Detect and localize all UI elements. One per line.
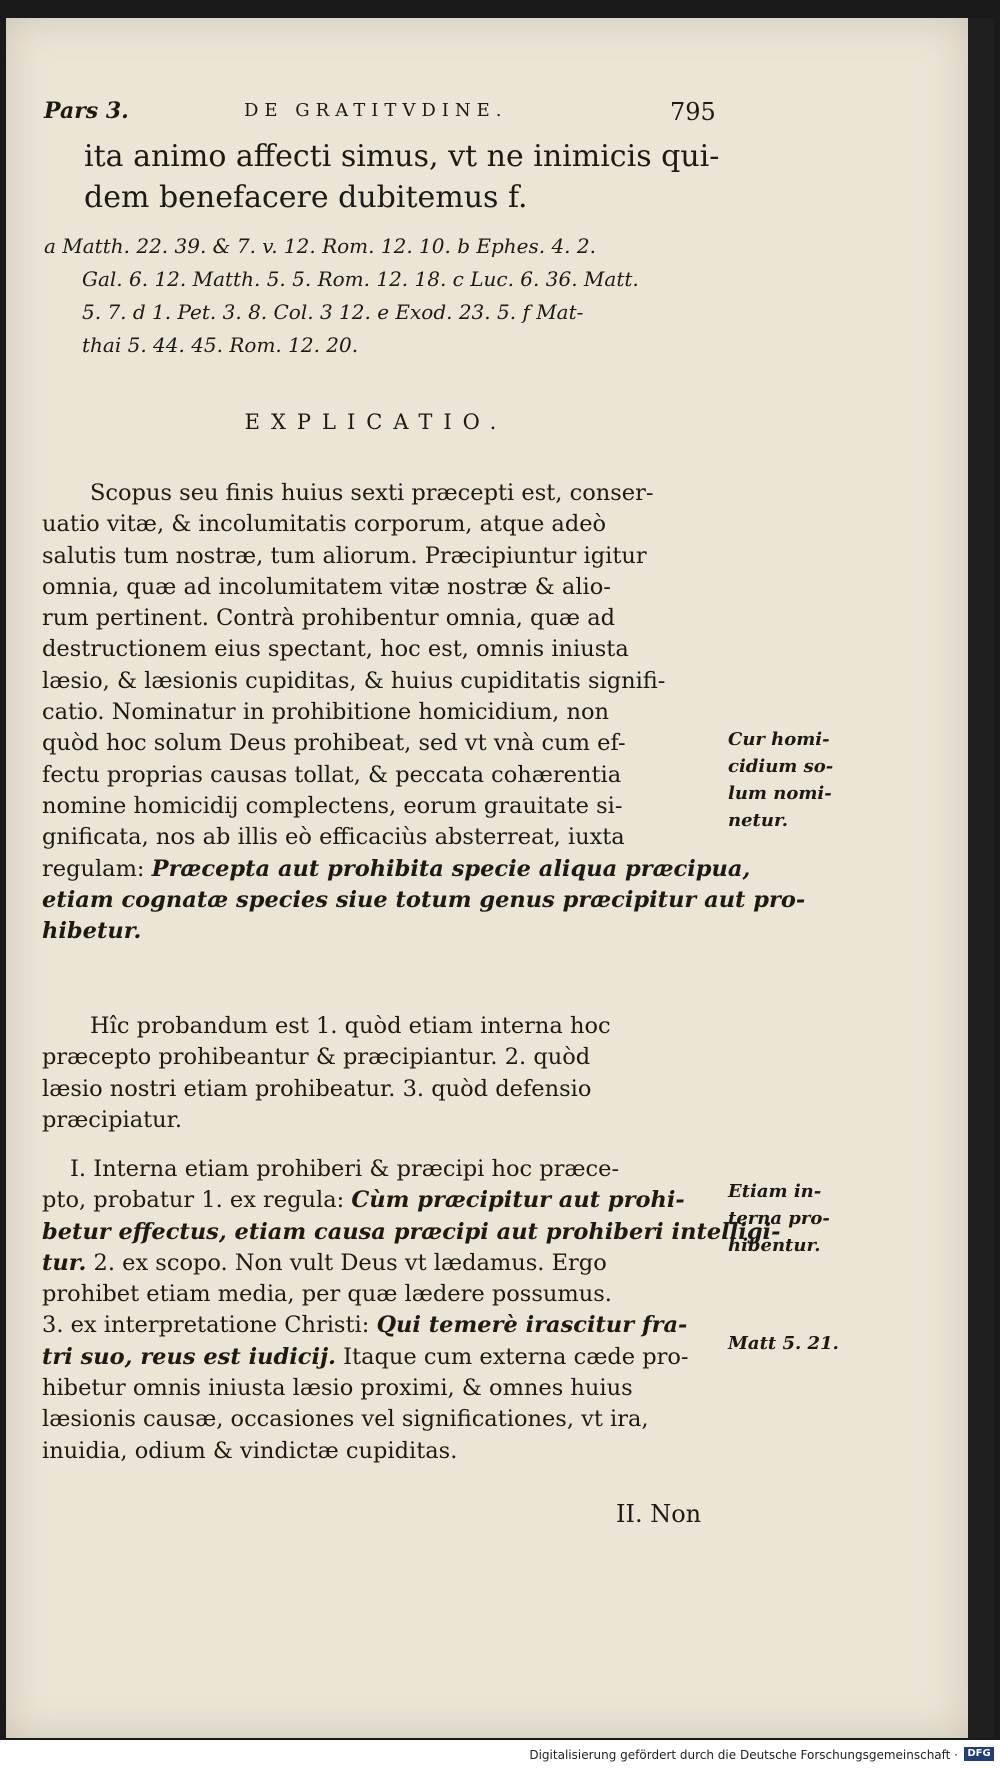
reference-line: Gal. 6. 12. Matth. 5. 5. Rom. 12. 18. c Luc. 6. 36. Matt. [82, 267, 639, 291]
italic-span: tur. [42, 1249, 87, 1276]
text-line: betur effectus, etiam causa præcipi aut prohiberi intelligi- [42, 1218, 781, 1245]
dfg-logo-icon: DFG [964, 1747, 994, 1761]
text-span: Itaque cum externa cæde pro- [335, 1343, 689, 1370]
page-edge-shadow [968, 18, 994, 1738]
text-span: 2. ex scopo. Non vult Deus vt lædamus. Ergo [86, 1249, 607, 1276]
text-line [42, 1185, 718, 1216]
text-line: uatio vitæ, & incolumitatis corporum, atque adeò [42, 511, 607, 538]
references [44, 230, 734, 362]
text-line: prohibet etiam media, per quæ lædere possumus. [42, 1281, 612, 1308]
footer-credit: Digitalisierung gefördert durch die Deutsche Forschungsgemeinschaft · [529, 1748, 958, 1762]
text-line: fectu proprias causas tollat, & peccata cohærentia [42, 761, 622, 788]
text-span: pto, probatur 1. ex regula: [42, 1187, 352, 1214]
margin-line: Etiam in- [728, 1181, 822, 1202]
margin-line: netur. [728, 810, 789, 831]
text-line: quòd hoc solum Deus prohibeat, sed vt vnà cum ef- [42, 730, 626, 757]
lead-line: dem benefacere dubitemus f. [84, 180, 528, 215]
section-title: EXPLICATIO. [244, 410, 508, 434]
rule-line [42, 854, 751, 885]
italic-span: Qui temerè irascitur fra- [376, 1312, 688, 1339]
lead-line: ita animo affecti simus, vt ne inimicis qui- [84, 139, 720, 174]
text-line: destructionem eius spectant, hoc est, omnis iniusta [42, 636, 629, 663]
paragraph-2 [42, 1011, 718, 1136]
text-line: læsionis causæ, occasiones vel significationes, vt ira, [42, 1406, 649, 1433]
rule-line: etiam cognatæ species siue totum genus præcipitur aut pro- [42, 886, 806, 913]
margin-line: cidium so- [728, 756, 834, 777]
reference-line: 5. 7. d 1. Pet. 3. 8. Col. 3 12. e Exod. 23. 5. f Mat- [82, 300, 584, 324]
reference-line: a Matth. 22. 39. & 7. v. 12. Rom. 12. 10. b Ephes. 4. 2. [44, 234, 596, 258]
margin-line: lum nomi- [728, 783, 832, 804]
header-part: Pars 3. [44, 98, 129, 124]
text-line: læsio, & læsionis cupiditas, & huius cupiditatis signifi- [42, 667, 666, 694]
text-line [42, 1310, 718, 1341]
margin-note-homicidium [728, 726, 878, 834]
book-page [6, 18, 968, 1738]
text-line: catio. Nominatur in prohibitione homicidium, non [42, 699, 610, 726]
running-header [44, 98, 714, 128]
reference-line: thai 5. 44. 45. Rom. 12. 20. [82, 333, 359, 357]
text-line: hibetur omnis iniusta læsio proximi, & omnes huius [42, 1375, 633, 1402]
text-line: læsio nostri etiam prohibeatur. 3. quòd defensio [42, 1075, 592, 1102]
rule-italic: Præcepta aut prohibita specie aliqua præcipua, [151, 855, 751, 882]
text-line: rum pertinent. Contrà prohibentur omnia, quæ ad [42, 605, 616, 632]
text-line: inuidia, odium & vindictæ cupiditas. [42, 1437, 458, 1464]
margin-line: terna pro- [728, 1208, 830, 1229]
text-line: præcipiatur. [42, 1106, 183, 1133]
text-span: 3. ex interpretatione Christi: [42, 1312, 377, 1339]
page-number: 795 [670, 98, 716, 126]
text-line: I. Interna etiam prohiberi & præcipi hoc præce- [70, 1156, 620, 1182]
italic-span: Cùm præcipitur aut prohi- [351, 1187, 685, 1214]
margin-line: Cur homi- [728, 729, 830, 750]
header-title: DE GRATITVDINE. [244, 100, 508, 121]
text-line: nomine homicidij complectens, eorum grauitate si- [42, 792, 623, 819]
margin-note-matthew: Matt 5. 21. [728, 1333, 839, 1354]
footer-bar [0, 1740, 1000, 1768]
text-line: salutis tum nostræ, tum aliorum. Præcipiuntur igitur [42, 542, 647, 569]
lead-text [84, 136, 724, 218]
text-line: Hîc probandum est 1. quòd etiam interna hoc [90, 1013, 611, 1039]
text-line: Scopus seu finis huius sexti præcepti est, conser- [90, 480, 654, 506]
rule-line: hibetur. [42, 918, 142, 945]
text-line: gnificata, nos ab illis eò efficaciùs absterreat, iuxta [42, 824, 625, 851]
catchword: II. Non [616, 1500, 702, 1528]
rule-prefix: regulam: [42, 855, 152, 882]
margin-note-interna [728, 1178, 878, 1259]
text-line: omnia, quæ ad incolumitatem vitæ nostræ & alio- [42, 573, 611, 600]
text-line [42, 1248, 718, 1279]
text-line [42, 1342, 718, 1373]
margin-line: hibentur. [728, 1235, 821, 1256]
italic-span: tri suo, reus est iudicij. [42, 1343, 336, 1370]
text-line: præcepto prohibeantur & præcipiantur. 2. quòd [42, 1044, 591, 1071]
